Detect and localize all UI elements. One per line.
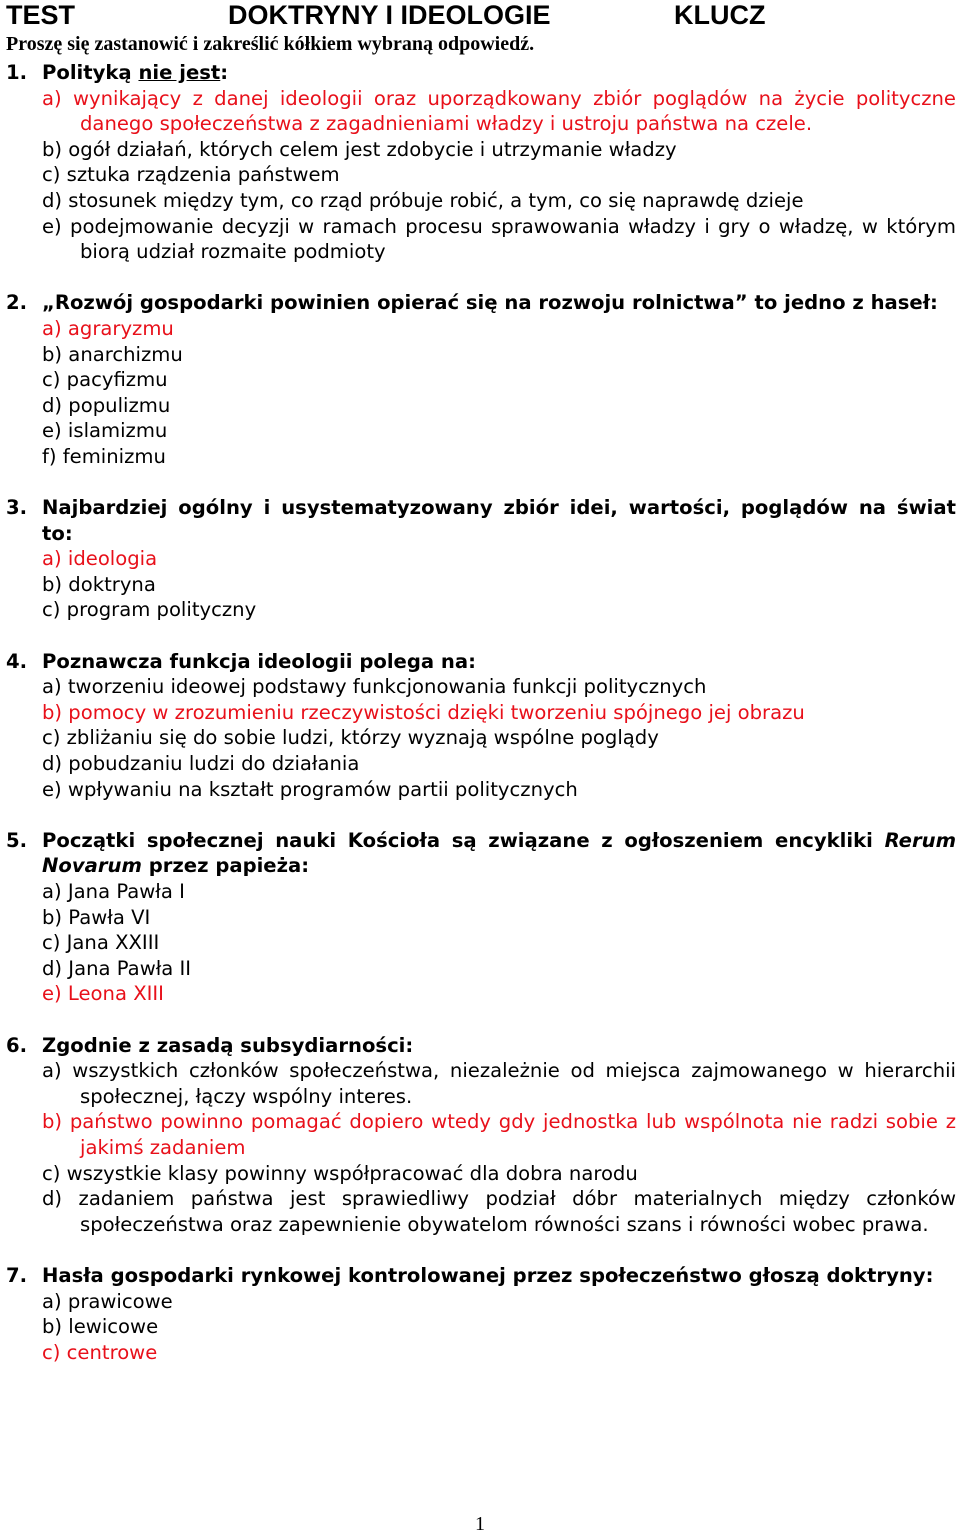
answer-option-correct[interactable]: a) wynikający z danej ideologii oraz uporządkowany zbiór poglądów na życie polityczne danego społeczeństwa z zagadnieniami władzy i ustroju państwa na czele. xyxy=(42,86,956,136)
question-number: 2. xyxy=(6,291,28,315)
answer-option[interactable]: d) zadaniem państwa jest sprawiedliwy podział dóbr materialnych między członków społeczeństwa oraz zapewnienie obywatelom równości szans i równości wobec prawa. xyxy=(42,1187,956,1236)
answer-option[interactable]: d) pobudzaniu ludzi do działania xyxy=(42,752,360,776)
answer-option[interactable]: a) wszystkich członków społeczeństwa, niezależnie od miejsca zajmowanego w hierarchii społecznej, łączy wspólny interes. xyxy=(42,1059,956,1108)
question-6 xyxy=(6,1033,956,1238)
answer-option[interactable]: c) program polityczny xyxy=(42,598,257,622)
answer-option[interactable]: b) ogół działań, których celem jest zdobycie i utrzymanie władzy xyxy=(42,137,677,161)
question-number: 7. xyxy=(6,1263,28,1287)
answer-option[interactable]: a) tworzeniu ideowej podstawy funkcjonowania funkcji politycznych xyxy=(42,675,707,699)
question-number: 1. xyxy=(6,61,28,84)
answer-option[interactable]: c) zbliżaniu się do sobie ludzi, którzy wyznają wspólne poglądy xyxy=(42,726,659,750)
spacer xyxy=(6,623,956,649)
question-5-text: 5. Początki społecznej nauki Kościoła są związane z ogłoszeniem encykliki Rerum Novarum przez papieża: xyxy=(6,828,956,878)
answer-option[interactable]: d) populizmu xyxy=(42,393,171,417)
question-7-text: 7. Hasła gospodarki rynkowej kontrolowanej przez społeczeństwo głoszą doktryny: xyxy=(6,1263,934,1287)
question-6-text: 6. Zgodnie z zasadą subsydiarności: xyxy=(6,1033,414,1057)
question-2-text: 2. „Rozwój gospodarki powinien opierać się na rozwoju rolnictwa” to jedno z haseł: xyxy=(6,291,938,315)
answer-option-correct[interactable]: b) pomocy w zrozumieniu rzeczywistości dzięki tworzeniu spójnego jej obrazu xyxy=(42,700,805,724)
answer-option[interactable]: e) islamizmu xyxy=(42,419,168,443)
question-number: 5. xyxy=(6,828,28,852)
header-test-label: TEST xyxy=(6,0,76,30)
answer-option-correct[interactable]: a) ideologia xyxy=(42,547,158,571)
question-1-text: 1. Polityką nie jest: xyxy=(6,61,229,84)
answer-option[interactable]: a) prawicowe xyxy=(42,1289,173,1313)
document-header xyxy=(6,0,956,30)
question-4 xyxy=(6,649,956,803)
answer-option[interactable]: b) doktryna xyxy=(42,572,156,596)
header-key-label: KLUCZ xyxy=(674,0,766,30)
spacer xyxy=(6,802,956,828)
question-7 xyxy=(6,1263,956,1365)
answer-option[interactable]: e) wpływaniu na kształt programów partii politycznych xyxy=(42,777,578,801)
page-number: 1 xyxy=(475,1513,485,1535)
answer-option[interactable]: a) Jana Pawła I xyxy=(42,880,185,903)
answer-option-correct[interactable]: e) Leona XIII xyxy=(42,982,164,1006)
spacer xyxy=(6,470,956,496)
question-number: 4. xyxy=(6,649,28,673)
answer-option[interactable]: c) Jana XXIII xyxy=(42,931,160,955)
question-1 xyxy=(6,60,956,265)
answer-option-correct[interactable]: a) agraryzmu xyxy=(42,316,174,340)
answer-option-correct[interactable]: c) centrowe xyxy=(42,1340,158,1364)
underlined-phrase: nie jest xyxy=(138,61,221,84)
spacer xyxy=(6,1237,956,1263)
spacer xyxy=(6,265,956,291)
answer-option[interactable]: f) feminizmu xyxy=(42,444,166,468)
question-number: 6. xyxy=(6,1033,28,1057)
question-3 xyxy=(6,495,956,623)
question-2 xyxy=(6,290,956,469)
question-5 xyxy=(6,828,956,1007)
encyclical-title: Rerum Novarum xyxy=(42,828,956,878)
answer-option-correct[interactable]: b) państwo powinno pomagać dopiero wtedy gdy jednostka lub wspólnota nie radzi sobie z jakimś zadaniem xyxy=(42,1110,956,1159)
answer-option[interactable]: c) sztuka rządzenia państwem xyxy=(42,163,340,187)
document-title: DOKTRYNY I IDEOLOGIE xyxy=(228,0,551,30)
answer-option[interactable]: c) wszystkie klasy powinny współpracować dla dobra narodu xyxy=(42,1161,638,1185)
answer-option[interactable]: d) stosunek między tym, co rząd próbuje robić, a tym, co się naprawdę dzieje xyxy=(42,188,804,212)
answer-option[interactable]: b) anarchizmu xyxy=(42,342,183,366)
question-4-text: 4. Poznawcza funkcja ideologii polega na: xyxy=(6,649,476,673)
instruction-text: Proszę się zastanowić i zakreślić kółkiem wybraną odpowiedź. xyxy=(6,33,535,55)
question-number: 3. xyxy=(6,496,28,520)
answer-option[interactable]: b) Pawła VI xyxy=(42,905,151,929)
question-3-text: 3. Najbardziej ogólny i usystematyzowany zbiór idei, wartości, poglądów na świat to: xyxy=(6,496,956,545)
answer-option[interactable]: e) podejmowanie decyzji w ramach procesu sprawowania władzy i gry o władzę, w którym biorą udział rozmaite podmioty xyxy=(42,214,956,264)
answer-option[interactable]: c) pacyfizmu xyxy=(42,368,168,392)
answer-option[interactable]: d) Jana Pawła II xyxy=(42,956,192,980)
document-page xyxy=(6,0,956,1365)
answer-option[interactable]: b) lewicowe xyxy=(42,1315,159,1339)
spacer xyxy=(6,1007,956,1033)
